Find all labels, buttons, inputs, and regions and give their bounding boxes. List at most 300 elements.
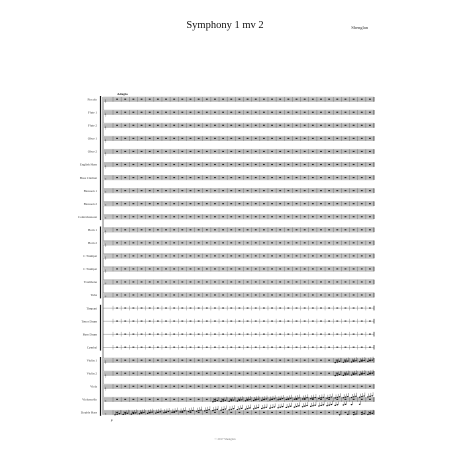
double-bass-note (171, 412, 173, 413)
instrument-label: Timpani (86, 306, 97, 311)
whole-rest (239, 281, 241, 282)
whole-rest (353, 386, 355, 387)
whole-rest (157, 373, 159, 374)
whole-rest (116, 412, 118, 413)
whole-rest (304, 151, 306, 152)
whole-rest (206, 308, 208, 309)
whole-rest (296, 242, 298, 243)
whole-rest (165, 216, 167, 217)
whole-rest (132, 281, 134, 282)
whole-rest (116, 294, 118, 295)
whole-rest (312, 125, 314, 126)
double-bass-note (367, 414, 369, 415)
whole-rest (141, 151, 143, 152)
clef-icon: 𝄞 (104, 360, 107, 365)
double-bass-note (208, 409, 210, 410)
double-bass-note (369, 413, 371, 414)
whole-rest (239, 294, 241, 295)
whole-rest (214, 99, 216, 100)
whole-rest (222, 216, 224, 217)
whole-rest (345, 294, 347, 295)
whole-rest (165, 268, 167, 269)
cello-note (290, 398, 292, 399)
whole-rest (369, 112, 371, 113)
double-bass-note (343, 404, 345, 405)
whole-rest (124, 229, 126, 230)
whole-rest (141, 190, 143, 191)
whole-rest (198, 151, 200, 152)
whole-rest (230, 242, 232, 243)
whole-rest (279, 360, 281, 361)
whole-rest (255, 177, 257, 178)
cello-note (296, 398, 298, 399)
whole-rest (132, 112, 134, 113)
whole-rest (353, 281, 355, 282)
whole-rest (124, 308, 126, 309)
whole-rest (279, 321, 281, 322)
violin-note (345, 361, 347, 362)
whole-rest (345, 216, 347, 217)
whole-rest (263, 334, 265, 335)
clef-icon: 𝄞 (104, 386, 107, 391)
whole-rest (222, 399, 224, 400)
whole-rest (247, 386, 249, 387)
whole-rest (336, 216, 338, 217)
double-bass-note (247, 408, 249, 409)
whole-rest (141, 112, 143, 113)
whole-rest (263, 386, 265, 387)
whole-rest (198, 386, 200, 387)
whole-rest (149, 112, 151, 113)
whole-rest (214, 360, 216, 361)
whole-rest (263, 151, 265, 152)
whole-rest (279, 203, 281, 204)
whole-rest (173, 321, 175, 322)
whole-rest (190, 268, 192, 269)
whole-rest (369, 216, 371, 217)
whole-rest (369, 399, 371, 400)
double-bass-note (334, 405, 336, 406)
whole-rest (287, 412, 289, 413)
whole-rest (214, 308, 216, 309)
whole-rest (116, 255, 118, 256)
whole-rest (369, 412, 371, 413)
whole-rest (287, 229, 289, 230)
violin-note (345, 374, 347, 375)
whole-rest (149, 373, 151, 374)
whole-rest (132, 412, 134, 413)
whole-rest (124, 255, 126, 256)
double-bass-note (143, 412, 145, 413)
cello-note (355, 396, 357, 397)
whole-rest (247, 138, 249, 139)
instrument-label: Violin 2 (86, 371, 97, 376)
whole-rest (336, 177, 338, 178)
instrument-label: Contrabassoon (78, 214, 97, 219)
cello-note (371, 395, 373, 396)
whole-rest (271, 138, 273, 139)
whole-rest (157, 255, 159, 256)
whole-rest (181, 138, 183, 139)
whole-rest (157, 347, 159, 348)
whole-rest (190, 412, 192, 413)
whole-rest (157, 386, 159, 387)
whole-rest (214, 242, 216, 243)
copyright-notice: © 2017 Shenglan (214, 437, 236, 441)
whole-rest (206, 229, 208, 230)
whole-rest (198, 347, 200, 348)
whole-rest (206, 164, 208, 165)
whole-rest (312, 99, 314, 100)
whole-rest (230, 190, 232, 191)
whole-rest (116, 347, 118, 348)
whole-rest (214, 373, 216, 374)
whole-rest (287, 360, 289, 361)
whole-rest (304, 386, 306, 387)
cello-note (231, 400, 233, 401)
whole-rest (328, 112, 330, 113)
whole-rest (239, 373, 241, 374)
violin-note (363, 360, 365, 361)
double-bass-note (271, 407, 273, 408)
cello-note (277, 399, 279, 400)
cello-note (265, 398, 267, 399)
whole-rest (328, 294, 330, 295)
whole-rest (132, 190, 134, 191)
whole-rest (296, 99, 298, 100)
whole-rest (304, 190, 306, 191)
whole-rest (361, 99, 363, 100)
clef-icon: 𝄞 (104, 229, 107, 234)
whole-rest (157, 203, 159, 204)
whole-rest (320, 99, 322, 100)
whole-rest (328, 386, 330, 387)
whole-rest (198, 268, 200, 269)
whole-rest (361, 125, 363, 126)
whole-rest (296, 151, 298, 152)
double-bass-note (184, 410, 186, 411)
double-bass-note (114, 414, 116, 415)
whole-rest (132, 242, 134, 243)
whole-rest (222, 360, 224, 361)
whole-rest (165, 373, 167, 374)
whole-rest (181, 125, 183, 126)
whole-rest (320, 294, 322, 295)
whole-rest (361, 321, 363, 322)
violin-note (334, 375, 336, 376)
whole-rest (255, 112, 257, 113)
double-bass-note (328, 405, 330, 406)
whole-rest (369, 99, 371, 100)
whole-rest (279, 190, 281, 191)
whole-rest (271, 373, 273, 374)
whole-rest (320, 255, 322, 256)
whole-rest (132, 151, 134, 152)
whole-rest (214, 412, 216, 413)
whole-rest (173, 99, 175, 100)
whole-rest (124, 151, 126, 152)
cello-note (328, 397, 330, 398)
double-bass-note (269, 408, 271, 409)
whole-rest (263, 138, 265, 139)
double-bass-note (228, 409, 230, 410)
whole-rest (369, 164, 371, 165)
whole-rest (165, 360, 167, 361)
double-bass-note (314, 405, 316, 406)
cello-note (361, 396, 363, 397)
whole-rest (132, 164, 134, 165)
whole-rest (320, 242, 322, 243)
whole-rest (222, 347, 224, 348)
whole-rest (165, 255, 167, 256)
violin-note (353, 374, 355, 375)
clef-icon: 𝄞 (104, 164, 107, 169)
whole-rest (336, 399, 338, 400)
whole-rest (141, 268, 143, 269)
whole-rest (198, 308, 200, 309)
whole-rest (116, 308, 118, 309)
whole-rest (312, 399, 314, 400)
whole-rest (263, 321, 265, 322)
whole-rest (336, 334, 338, 335)
double-bass-note (206, 410, 208, 411)
whole-rest (247, 281, 249, 282)
whole-rest (279, 112, 281, 113)
whole-rest (255, 164, 257, 165)
clef-icon: 𝄢 (104, 412, 107, 417)
whole-rest (287, 373, 289, 374)
whole-rest (124, 373, 126, 374)
whole-rest (263, 164, 265, 165)
instrument-label: Viola (90, 384, 97, 389)
whole-rest (361, 164, 363, 165)
whole-rest (222, 164, 224, 165)
double-bass-note (188, 411, 190, 412)
whole-rest (336, 281, 338, 282)
whole-rest (255, 281, 257, 282)
whole-rest (230, 177, 232, 178)
whole-rest (345, 360, 347, 361)
whole-rest (369, 386, 371, 387)
double-bass-note (214, 409, 216, 410)
cello-note (255, 399, 257, 400)
whole-rest (141, 229, 143, 230)
cello-note (347, 396, 349, 397)
violin-note (361, 374, 363, 375)
whole-rest (149, 151, 151, 152)
whole-rest (296, 321, 298, 322)
violin-note (361, 361, 363, 362)
violin-note (367, 361, 369, 362)
whole-rest (304, 164, 306, 165)
whole-rest (141, 216, 143, 217)
whole-rest (345, 321, 347, 322)
whole-rest (198, 138, 200, 139)
whole-rest (157, 268, 159, 269)
whole-rest (116, 399, 118, 400)
whole-rest (312, 281, 314, 282)
whole-rest (157, 112, 159, 113)
whole-rest (304, 268, 306, 269)
whole-rest (353, 347, 355, 348)
double-bass-note (159, 411, 161, 412)
whole-rest (230, 347, 232, 348)
whole-rest (336, 203, 338, 204)
whole-rest (304, 203, 306, 204)
whole-rest (271, 151, 273, 152)
whole-rest (336, 412, 338, 413)
double-bass-note (245, 409, 247, 410)
whole-rest (312, 203, 314, 204)
whole-rest (124, 99, 126, 100)
whole-rest (181, 294, 183, 295)
double-bass-note (122, 414, 124, 415)
whole-rest (287, 190, 289, 191)
whole-rest (287, 268, 289, 269)
whole-rest (190, 229, 192, 230)
whole-rest (214, 190, 216, 191)
whole-rest (141, 360, 143, 361)
whole-rest (328, 242, 330, 243)
whole-rest (239, 229, 241, 230)
whole-rest (214, 112, 216, 113)
whole-rest (296, 112, 298, 113)
whole-rest (336, 294, 338, 295)
whole-rest (222, 386, 224, 387)
whole-rest (279, 347, 281, 348)
double-bass-note (285, 407, 287, 408)
whole-rest (304, 177, 306, 178)
whole-rest (181, 373, 183, 374)
whole-rest (230, 334, 232, 335)
whole-rest (165, 203, 167, 204)
violin-note (343, 375, 345, 376)
whole-rest (116, 99, 118, 100)
whole-rest (345, 190, 347, 191)
whole-rest (116, 138, 118, 139)
whole-rest (230, 412, 232, 413)
whole-rest (369, 125, 371, 126)
cello-note (233, 399, 235, 400)
whole-rest (132, 373, 134, 374)
whole-rest (165, 190, 167, 191)
instrument-label: Piccolo (87, 97, 97, 102)
whole-rest (369, 255, 371, 256)
whole-rest (222, 190, 224, 191)
whole-rest (304, 138, 306, 139)
whole-rest (132, 216, 134, 217)
double-bass-note (310, 406, 312, 407)
whole-rest (287, 138, 289, 139)
clef-icon: 𝄢 (104, 294, 107, 299)
tempo-marking: Adagio (117, 92, 128, 96)
whole-rest (271, 99, 273, 100)
whole-rest (247, 334, 249, 335)
whole-rest (149, 164, 151, 165)
whole-rest (149, 386, 151, 387)
whole-rest (206, 216, 208, 217)
whole-rest (141, 177, 143, 178)
whole-rest (198, 112, 200, 113)
whole-rest (279, 229, 281, 230)
whole-rest (296, 360, 298, 361)
whole-rest (361, 412, 363, 413)
whole-rest (239, 360, 241, 361)
whole-rest (320, 112, 322, 113)
whole-rest (304, 281, 306, 282)
whole-rest (312, 138, 314, 139)
whole-rest (279, 151, 281, 152)
whole-rest (157, 190, 159, 191)
whole-rest (239, 125, 241, 126)
whole-rest (165, 281, 167, 282)
whole-rest (173, 164, 175, 165)
whole-rest (198, 203, 200, 204)
double-bass-note (225, 408, 227, 409)
clef-icon: 𝄞 (104, 99, 107, 104)
whole-rest (124, 112, 126, 113)
whole-rest (190, 99, 192, 100)
whole-rest (165, 347, 167, 348)
double-bass-note (339, 414, 341, 415)
double-bass-note (294, 407, 296, 408)
whole-rest (320, 151, 322, 152)
whole-rest (353, 399, 355, 400)
whole-rest (279, 386, 281, 387)
whole-rest (304, 321, 306, 322)
whole-rest (296, 334, 298, 335)
whole-rest (361, 242, 363, 243)
whole-rest (361, 294, 363, 295)
whole-rest (157, 99, 159, 100)
whole-rest (296, 255, 298, 256)
whole-rest (124, 242, 126, 243)
whole-rest (190, 399, 192, 400)
whole-rest (141, 99, 143, 100)
whole-rest (124, 360, 126, 361)
whole-rest (165, 229, 167, 230)
whole-rest (263, 112, 265, 113)
whole-rest (353, 190, 355, 191)
whole-rest (304, 242, 306, 243)
whole-rest (263, 99, 265, 100)
whole-rest (353, 255, 355, 256)
whole-rest (173, 373, 175, 374)
double-bass-note (125, 413, 127, 414)
violin-note (339, 374, 341, 375)
whole-rest (361, 347, 363, 348)
violin-note (339, 361, 341, 362)
whole-rest (239, 255, 241, 256)
whole-rest (190, 255, 192, 256)
whole-rest (328, 281, 330, 282)
double-bass-note (231, 409, 233, 410)
instrument-label: Bassoon 1 (83, 188, 97, 193)
whole-rest (157, 360, 159, 361)
whole-rest (336, 99, 338, 100)
whole-rest (206, 138, 208, 139)
whole-rest (222, 321, 224, 322)
whole-rest (149, 294, 151, 295)
whole-rest (312, 373, 314, 374)
double-bass-note (306, 405, 308, 406)
whole-rest (230, 308, 232, 309)
whole-rest (263, 229, 265, 230)
whole-rest (369, 347, 371, 348)
double-bass-note (222, 409, 224, 410)
cello-note (245, 400, 247, 401)
cello-note (337, 397, 339, 398)
